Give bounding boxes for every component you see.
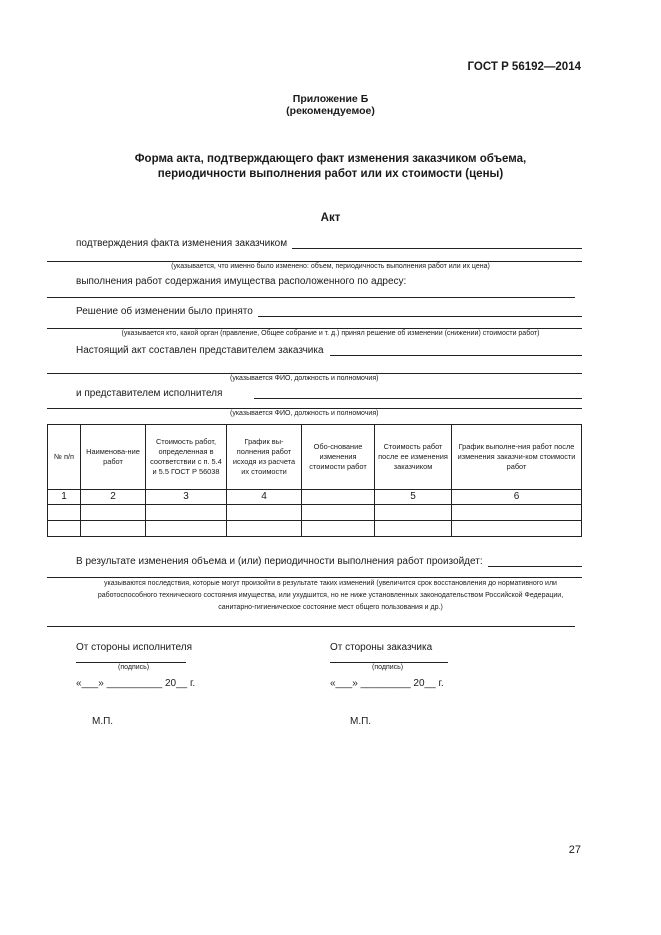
- executor-rep-field[interactable]: [254, 398, 582, 399]
- table-cell[interactable]: [48, 521, 81, 537]
- decision-field[interactable]: [258, 316, 582, 317]
- customer-date: «___» _________ 20__ г.: [330, 678, 444, 689]
- executor-rep-field-line2[interactable]: [47, 408, 582, 409]
- confirm-field[interactable]: [292, 248, 582, 249]
- customer-side-label: От стороны заказчика: [330, 642, 433, 653]
- result-field-line3[interactable]: [47, 626, 575, 627]
- table-cell[interactable]: [81, 521, 146, 537]
- table-cell[interactable]: [227, 521, 302, 537]
- table-cell: 5: [375, 490, 452, 505]
- table-cell[interactable]: [375, 521, 452, 537]
- col-header-justification: Обо-снование изменения стоимости работ: [302, 425, 375, 490]
- table-cell: 4: [227, 490, 302, 505]
- composed-label: Настоящий акт составлен представителем заказчика: [76, 345, 324, 356]
- customer-stamp: М.П.: [350, 716, 372, 727]
- table-cell[interactable]: [452, 505, 582, 521]
- col-header-new-cost: Стоимость работ после ее изменения заказчиком: [375, 425, 452, 490]
- result-note-line2: работоспособного технического состояния имущества, или ухудшится, но не ниже установленных законодательством Российской Федерации,: [97, 592, 564, 599]
- table-cell: [302, 490, 375, 505]
- customer-rep-field[interactable]: [330, 355, 582, 356]
- table-cell[interactable]: [48, 505, 81, 521]
- executor-note: (указывается ФИО, должность и полномочия): [230, 410, 379, 417]
- table-cell: 2: [81, 490, 146, 505]
- decision-field-line2[interactable]: [47, 328, 582, 329]
- customer-rep-field-line2[interactable]: [47, 373, 582, 374]
- executor-label: и представителем исполнителя: [76, 388, 223, 399]
- executor-signature-note: (подпись): [118, 664, 150, 671]
- table-cell[interactable]: [146, 505, 227, 521]
- table-row: [48, 505, 582, 521]
- table-cell[interactable]: [81, 505, 146, 521]
- customer-signature-note: (подпись): [372, 664, 404, 671]
- table-header-row: [48, 425, 582, 490]
- composed-note: (указывается ФИО, должность и полномочия): [230, 375, 379, 382]
- executor-side-label: От стороны исполнителя: [76, 642, 193, 653]
- table-cell[interactable]: [302, 505, 375, 521]
- executor-signature-field[interactable]: [76, 662, 186, 663]
- col-header-schedule: График вы-полнения работ исходя из расчета их стоимости: [227, 425, 302, 490]
- result-note-line1: указываются последствия, которые могут произойти в результате таких изменений (увеличится срок восстановления до нормативного или: [104, 580, 557, 587]
- table-cell[interactable]: [227, 505, 302, 521]
- act-heading: Акт: [320, 212, 341, 224]
- result-label: В результате изменения объема и (или) периодичности выполнения работ произойдет:: [76, 556, 483, 567]
- col-header-new-schedule: График выполне-ния работ после изменения заказчи-ком стоимости работ: [452, 425, 582, 490]
- table-cell: 3: [146, 490, 227, 505]
- table-number-row: [48, 490, 582, 505]
- executor-stamp: М.П.: [92, 716, 114, 727]
- col-header-work-name: Наименова-ние работ: [81, 425, 146, 490]
- decision-note: (указывается кто, какой орган (правление, Общее собрание и т. д.) принял решение об изменении (снижении) стоимости работ): [121, 330, 540, 337]
- table-cell: 6: [452, 490, 582, 505]
- annex-subtitle: (рекомендуемое): [286, 105, 375, 117]
- table-cell[interactable]: [452, 521, 582, 537]
- confirm-note: (указывается, что именно было изменено: объем, периодичность выполнения работ или их цена): [171, 263, 490, 270]
- table-cell: 1: [48, 490, 81, 505]
- form-title-line2: периодичности выполнения работ или их стоимости (цены): [157, 168, 504, 180]
- annex-title: Приложение Б: [292, 93, 369, 105]
- table-row: [48, 521, 582, 537]
- result-note-line3: санитарно-гигиеническое состояние мест общего пользования и др.): [218, 604, 443, 611]
- customer-signature-field[interactable]: [330, 662, 448, 663]
- confirm-label: подтверждения факта изменения заказчиком: [76, 238, 288, 249]
- col-header-cost: Стоимость работ, определенная в соответствии с п. 5.4 и 5.5 ГОСТ Р 56038: [146, 425, 227, 490]
- table-cell[interactable]: [375, 505, 452, 521]
- executor-date: «___» __________ 20__ г.: [76, 678, 196, 689]
- form-title-line1: Форма акта, подтверждающего факт изменения заказчиком объема,: [134, 153, 527, 165]
- page-number: 27: [568, 844, 581, 856]
- result-field-line2[interactable]: [47, 577, 582, 578]
- standard-number: ГОСТ Р 56192—2014: [467, 61, 581, 73]
- table-cell[interactable]: [146, 521, 227, 537]
- result-field[interactable]: [488, 566, 582, 567]
- works-label: выполнения работ содержания имущества расположенного по адресу:: [76, 276, 407, 287]
- address-field[interactable]: [47, 297, 575, 298]
- decision-label: Решение об изменении было принято: [76, 306, 253, 317]
- col-header-number: № п/п: [48, 425, 81, 490]
- changes-table: [47, 424, 582, 537]
- confirm-field-line2[interactable]: [47, 261, 582, 262]
- table-cell[interactable]: [302, 521, 375, 537]
